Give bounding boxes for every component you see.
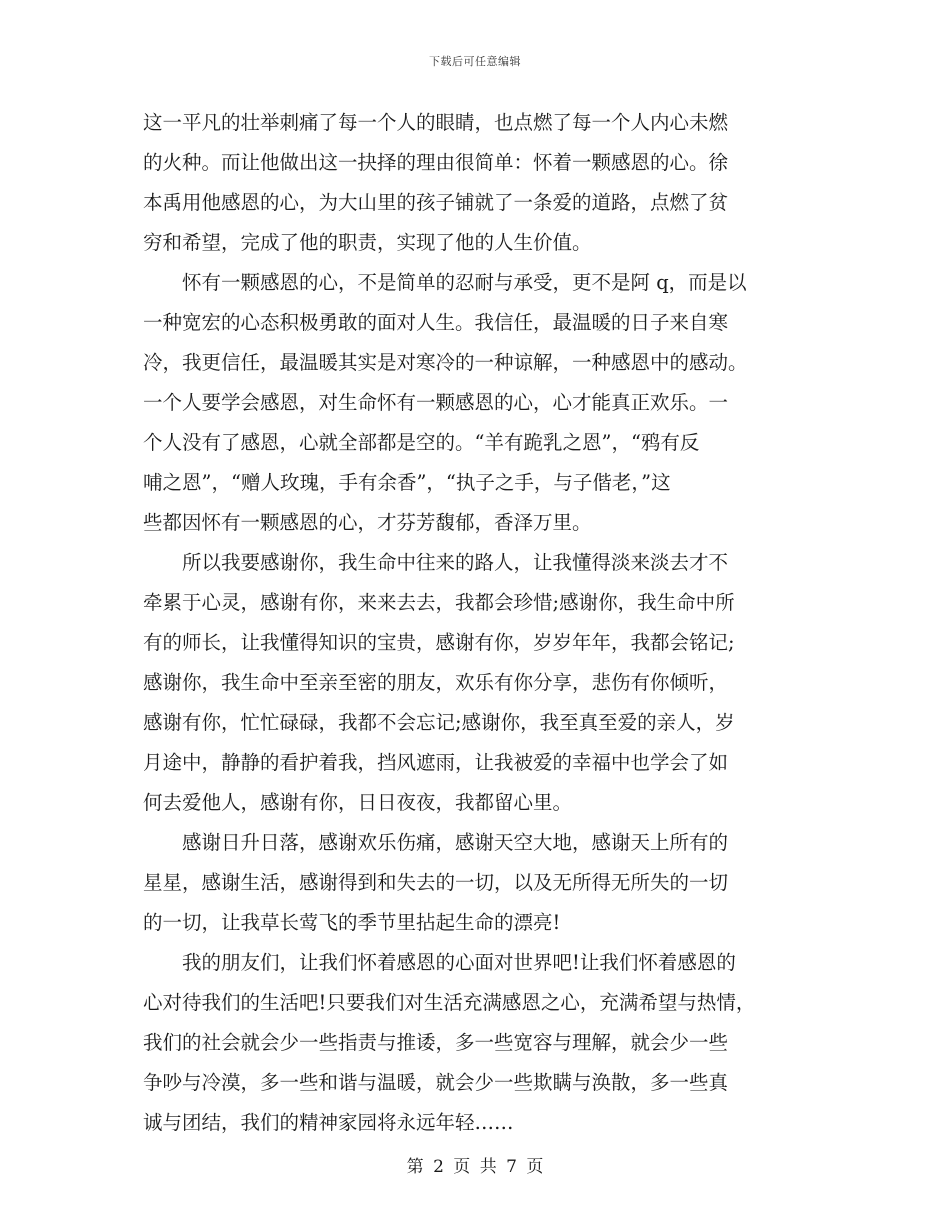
text-line: 的火种。而让他做出这一抉择的理由很简单：怀着一颗感恩的心。徐 bbox=[143, 151, 729, 174]
text-line: 有的师长，让我懂得知识的宝贵，感谢有你，岁岁年年，我都会铭记; bbox=[143, 631, 735, 654]
text-line: 本禹用他感恩的心，为大山里的孩子铺就了一条爱的道路，点燃了贫 bbox=[143, 191, 729, 214]
text-line: 牵累于心灵，感谢有你，来来去去，我都会珍惜;感谢你，我生命中所 bbox=[143, 591, 735, 614]
text-line: 感谢有你，忙忙碌碌，我都不会忘记;感谢你，我至真至爱的亲人，岁 bbox=[143, 711, 735, 734]
text-line: 怀有一颗感恩的心，不是简单的忍耐与承受，更不是阿 q，而是以 bbox=[143, 271, 747, 294]
text-line: 冷，我更信任，最温暖其实是对寒冷的一种谅解，一种感恩中的感动。 bbox=[143, 351, 748, 374]
text-line: 穷和希望，完成了他的职责，实现了他的人生价值。 bbox=[143, 231, 592, 254]
text-line: 何去爱他人，感谢有你，日日夜夜，我都留心里。 bbox=[143, 791, 573, 814]
text-line: 诚与团结，我们的精神家园将永远年轻…… bbox=[143, 1111, 514, 1134]
text-line: 感谢日升日落，感谢欢乐伤痛，感谢天空大地，感谢天上所有的 bbox=[143, 831, 729, 854]
text-line: 所以我要感谢你，我生命中往来的路人，让我懂得淡来淡去才不 bbox=[143, 551, 729, 574]
text-line: 感谢你，我生命中至亲至密的朋友，欢乐有你分享，悲伤有你倾听， bbox=[143, 671, 729, 694]
text-line: 哺之恩”，“赠人玫瑰，手有余香”，“执子之手，与子偕老，”这 bbox=[143, 471, 671, 494]
text-line: 些都因怀有一颗感恩的心，才芬芳馥郁，香泽万里。 bbox=[143, 511, 592, 534]
text-line: 月途中，静静的看护着我，挡风遮雨，让我被爱的幸福中也学会了如 bbox=[143, 751, 729, 774]
page-number-footer: 第 2 页 共 7 页 bbox=[406, 1157, 544, 1177]
text-line: 个人没有了感恩，心就全部都是空的。“羊有跪乳之恩”，“鸦有反 bbox=[143, 431, 700, 454]
document-body bbox=[143, 103, 811, 1143]
text-line: 我们的社会就会少一些指责与推诿，多一些宽容与理解，就会少一些 bbox=[143, 1031, 729, 1054]
text-line: 一个人要学会感恩，对生命怀有一颗感恩的心，心才能真正欢乐。一 bbox=[143, 391, 729, 414]
text-line: 这一平凡的壮举刺痛了每一个人的眼睛，也点燃了每一个人内心未燃 bbox=[143, 111, 729, 134]
text-line: 的一切，让我草长莺飞的季节里拈起生命的漂亮! bbox=[143, 911, 561, 934]
text-line: 星星，感谢生活，感谢得到和失去的一切，以及无所得无所失的一切 bbox=[143, 871, 729, 894]
text-line: 争吵与冷漠，多一些和谐与温暖，就会少一些欺瞒与涣散，多一些真 bbox=[143, 1071, 729, 1094]
text-line: 一种宽宏的心态积极勇敢的面对人生。我信任，最温暖的日子来自寒 bbox=[143, 311, 729, 334]
text-line: 我的朋友们，让我们怀着感恩的心面对世界吧!让我们怀着感恩的 bbox=[143, 951, 736, 974]
page-header: 下载后可任意编辑 bbox=[429, 55, 521, 68]
text-line: 心对待我们的生活吧!只要我们对生活充满感恩之心，充满希望与热情， bbox=[143, 991, 756, 1014]
